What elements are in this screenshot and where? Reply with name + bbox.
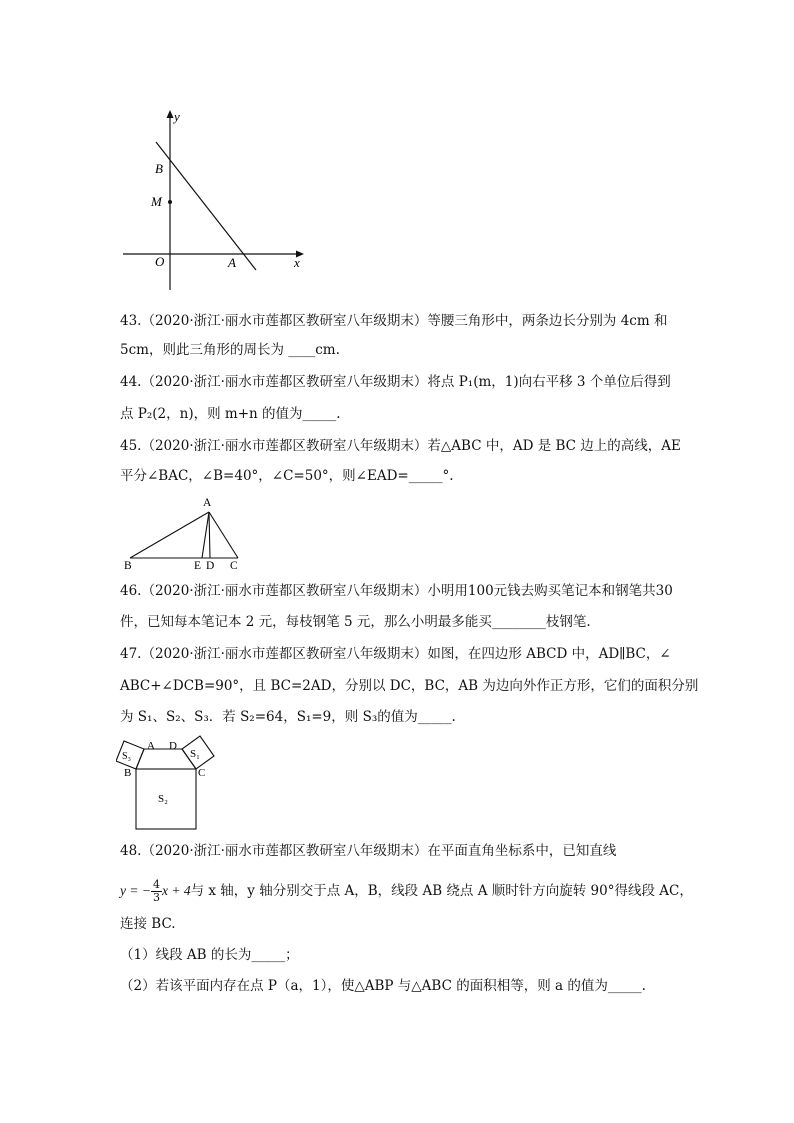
side-ac (209, 512, 238, 558)
sq-label-b: B (124, 767, 132, 779)
sq-label-s1: S₁ (190, 748, 200, 760)
label-x: x (294, 255, 300, 270)
tri-label-d: D (206, 560, 215, 570)
y-axis-arrow-icon (167, 110, 174, 118)
coordinate-figure (118, 104, 318, 294)
q47-line1: 47.（2020·浙江·丽水市莲都区教研室八年级期末）如图，在四边形 ABCD 中，AD∥BC，∠ (120, 646, 671, 662)
tri-label-b: B (124, 560, 132, 570)
q48-line1: 48.（2020·浙江·丽水市莲都区教研室八年级期末）在平面直角坐标系中，已知直线 (120, 843, 617, 859)
triangle-figure (118, 492, 248, 570)
label-y: y (174, 109, 180, 124)
side-ab (130, 512, 209, 558)
q48-line3: 连接 BC. (120, 916, 176, 932)
q43-line2: 5cm，则此三角形的周长为 ____cm. (120, 342, 340, 358)
q45-line2: 平分∠BAC，∠B=40°，∠C=50°，则∠EAD=_____°. (120, 468, 454, 484)
equation-rhs: x + 4 (161, 883, 191, 898)
label-m: M (151, 194, 162, 209)
label-b: B (155, 161, 163, 176)
equation-fraction (151, 879, 162, 904)
segment-ae (202, 512, 209, 558)
line-ab (156, 142, 256, 270)
sq-label-c: C (198, 767, 206, 779)
sq-label-d: D (169, 740, 177, 752)
tri-label-c: C (230, 560, 238, 570)
q44-line1: 44.（2020·浙江·丽水市莲都区教研室八年级期末）将点 P₁(m，1)向右平移 3 个单位后得到 (120, 374, 671, 390)
segment-ad (209, 512, 210, 558)
fraction-numerator: 4 (152, 878, 160, 891)
squares-figure (116, 734, 220, 832)
q46-line1: 46.（2020·浙江·丽水市莲都区教研室八年级期末）小明用100元钱去购买笔记本和钢笔共30 (120, 583, 673, 599)
q47-line3: 为 S₁、S₂、S₃．若 S₂=64，S₁=9，则 S₃的值为_____. (120, 709, 456, 725)
label-o: O (155, 254, 165, 269)
sq-label-s3: S₃ (122, 751, 132, 762)
sq-label-s2: S₂ (158, 793, 168, 805)
q48-part1: （1）线段 AB 的长为_____； (120, 947, 299, 963)
q47-line2: ABC+∠DCB=90°，且 BC=2AD，分别以 DC，BC，AB 为边向外作正方形，它们的面积分别 (120, 678, 699, 694)
q43-line1: 43.（2020·浙江·丽水市莲都区教研室八年级期末）等腰三角形中，两条边长分别为 4cm 和 (120, 313, 668, 329)
q45-line1: 45.（2020·浙江·丽水市莲都区教研室八年级期末）若△ABC 中，AD 是 BC 边上的高线，AE (120, 438, 681, 454)
label-a: A (228, 255, 236, 270)
tri-label-a: A (203, 497, 212, 509)
tri-label-e: E (194, 560, 202, 570)
sq-label-a: A (147, 740, 155, 752)
q46-line2: 件，已知每本笔记本 2 元，每枝钢笔 5 元，那么小明最多能买________枝钢笔. (120, 614, 591, 630)
q48-part2: （2）若该平面内存在点 P（a，1），使△ABP 与△ABC 的面积相等，则 a 的值为_____. (120, 978, 646, 994)
q48-line2-text: 与 x 轴，y 轴分别交于点 A，B，线段 AB 绕点 A 顺时针方向旋转 90°得线段 AC， (190, 883, 693, 899)
q48-line2 (120, 876, 693, 906)
equation-lhs: y = − (120, 883, 151, 898)
q44-line2: 点 P₂(2，n)，则 m+n 的值为_____. (120, 406, 341, 422)
point-m (168, 200, 172, 204)
fraction-denominator: 3 (152, 891, 160, 904)
